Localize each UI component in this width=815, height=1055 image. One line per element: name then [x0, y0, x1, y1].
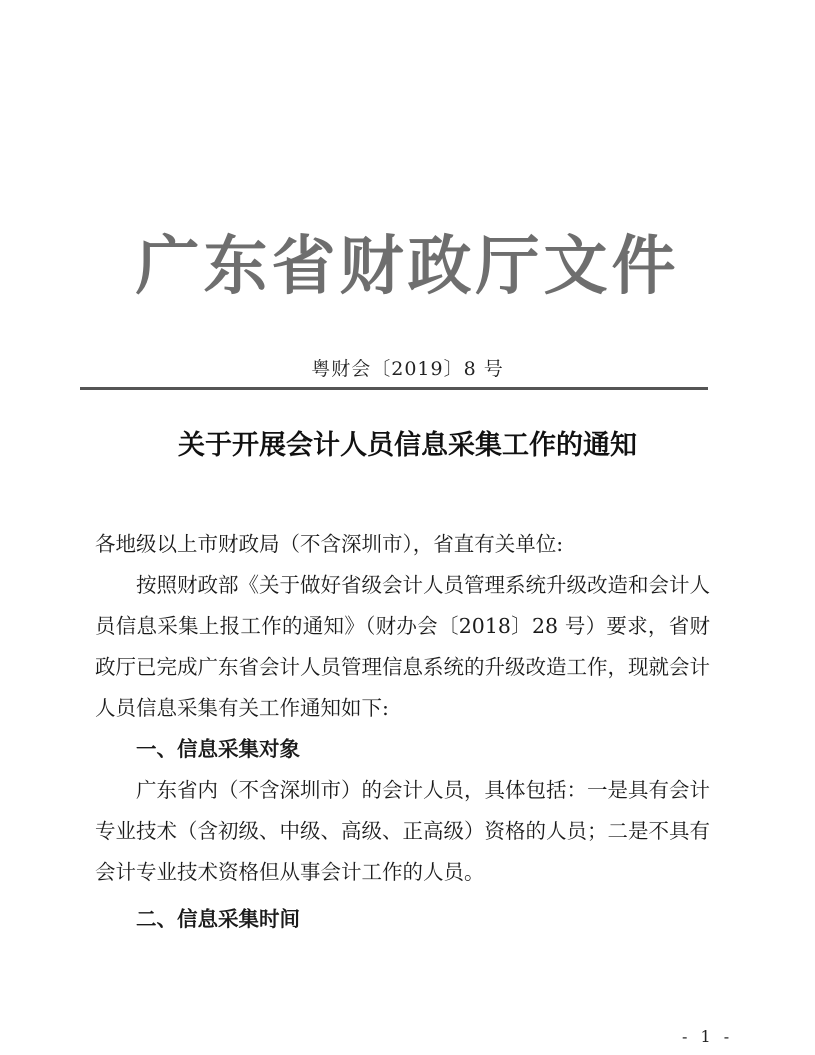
intro-paragraph: 按照财政部《关于做好省级会计人员管理系统升级改造和会计人员信息采集上报工作的通知》（财办会〔2018〕28 号）要求，省财政厅已完成广东省会计人员管理信息系统的升级改造工作，现就会计人员信息采集有关工作通知如下:	[95, 573, 710, 720]
salutation: 各地级以上市财政局（不含深圳市），省直有关单位:	[95, 532, 564, 556]
document-body	[95, 524, 710, 940]
page-number: - 1 -	[682, 1027, 734, 1046]
section-heading-2: 二、信息采集时间	[136, 907, 300, 931]
document-number: 粤财会〔2019〕8 号	[311, 358, 504, 380]
header-divider	[80, 387, 708, 390]
section-heading-1: 一、信息采集对象	[136, 737, 300, 761]
section-paragraph-1: 广东省内（不含深圳市）的会计人员，具体包括：一是具有会计专业技术（含初级、中级、高级、正高级）资格的人员；二是不具有会计专业技术资格但从事会计工作的人员。	[95, 778, 710, 884]
masthead: 广东省财政厅文件	[135, 230, 680, 304]
document-title: 关于开展会计人员信息采集工作的通知	[178, 430, 637, 461]
